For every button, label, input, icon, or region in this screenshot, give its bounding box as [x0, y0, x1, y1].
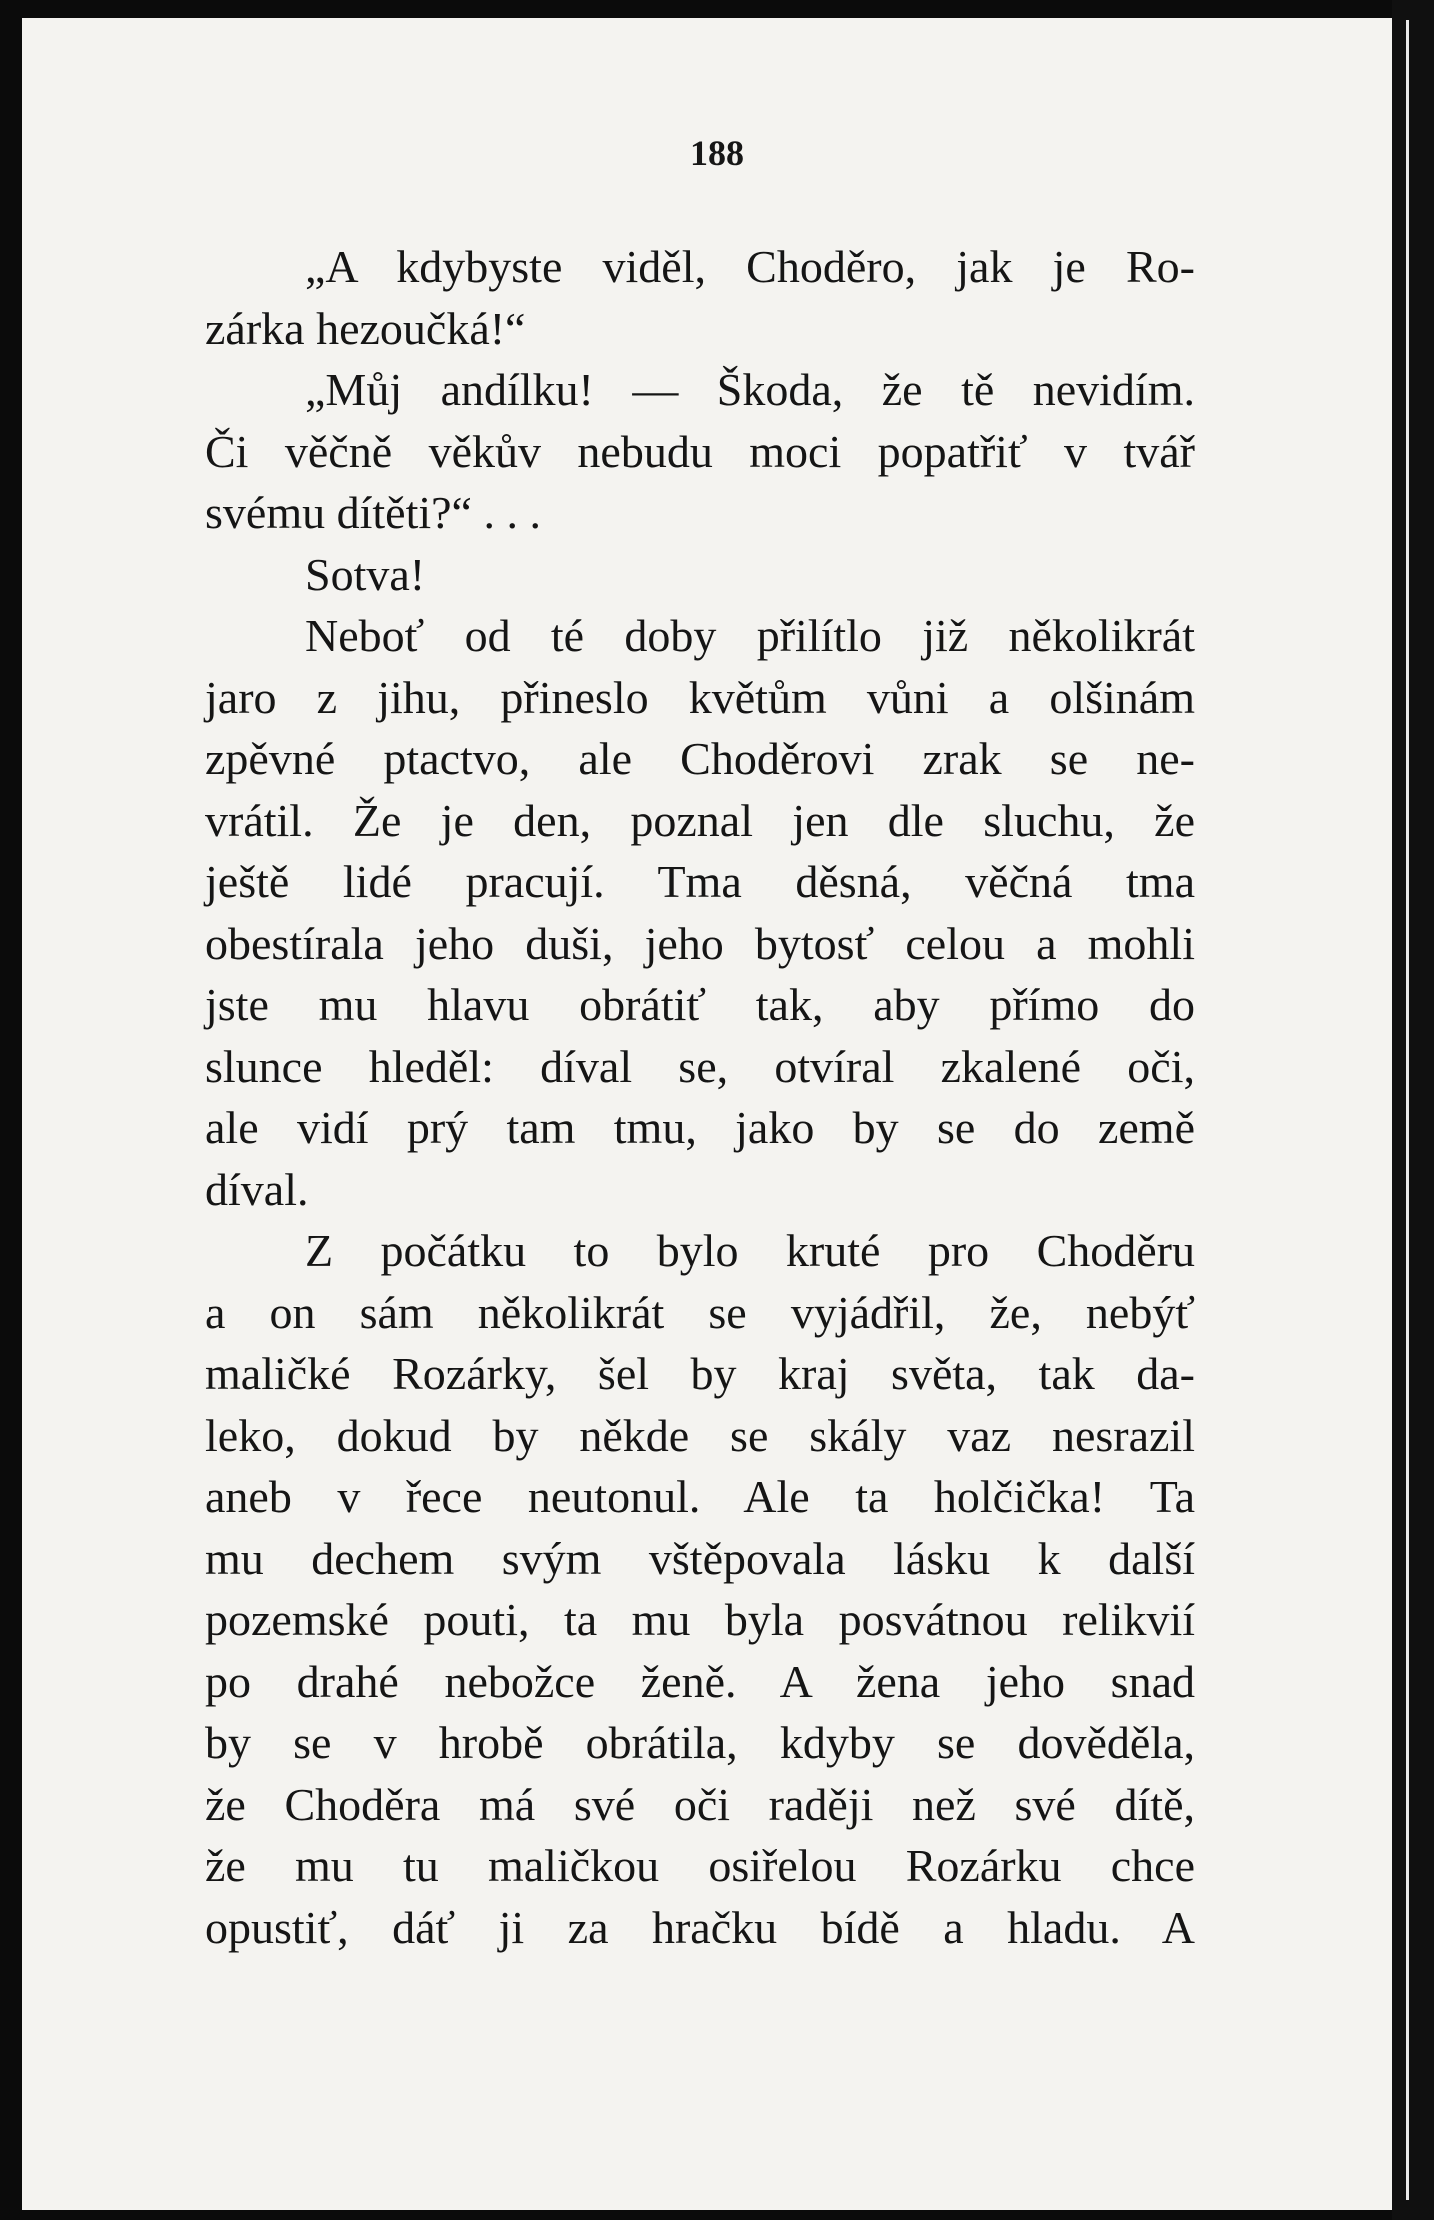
page-number: 188: [690, 133, 744, 173]
text-line: ještě lidé pracují. Tma děsná, věčná tma: [205, 856, 1195, 907]
text-line: jste mu hlavu obrátiť tak, aby přímo do: [205, 979, 1195, 1030]
text-line: že Choděra má své oči raději než své dítě,: [205, 1778, 1195, 1830]
text-line: Z počátku to bylo kruté pro Choděru: [305, 1225, 1195, 1276]
text-line: obestírala jeho duši, jeho bytosť celou a mohli: [205, 917, 1195, 969]
page-edge-line: [1406, 20, 1409, 2200]
text-line: aneb v řece neutonul. Ale ta holčička! Ta: [205, 1471, 1195, 1522]
text-line: vrátil. Že je den, poznal jen dle sluchu, že: [205, 794, 1195, 846]
text-line: maličké Rozárky, šel by kraj světa, tak da-: [205, 1348, 1195, 1399]
text-line: díval.: [205, 1163, 309, 1215]
text-line: a on sám několikrát se vyjádřil, že, nebýť: [205, 1286, 1195, 1338]
text-line: slunce hleděl: díval se, otvíral zkalené oči,: [205, 1040, 1195, 1092]
text-line: „A kdybyste viděl, Choděro, jak je Ro-: [305, 241, 1195, 292]
text-line: zpěvné ptactvo, ale Choděrovi zrak se ne-: [205, 733, 1195, 784]
text-line: Sotva!: [305, 548, 426, 600]
body-text: [205, 236, 1195, 1958]
text-line: ale vidí prý tam tmu, jako by se do země: [205, 1102, 1195, 1153]
text-line: že mu tu maličkou osiřelou Rozárku chce: [205, 1840, 1195, 1891]
scan-edge: [1392, 0, 1434, 2220]
text-line: pozemské pouti, ta mu byla posvátnou relikvií: [205, 1594, 1195, 1645]
text-line: opustiť, dáť ji za hračku bídě a hladu. A: [205, 1901, 1195, 1953]
text-line: leko, dokud by někde se skály vaz nesrazil: [205, 1409, 1195, 1461]
text-line: by se v hrobě obrátila, kdyby se dověděla,: [205, 1717, 1195, 1768]
text-line: Či věčně věkův nebudu moci popatřiť v tvář: [205, 425, 1195, 477]
text-line: po drahé nebožce ženě. A žena jeho snad: [205, 1655, 1195, 1707]
text-line: jaro z jihu, přineslo květům vůni a olšinám: [205, 671, 1195, 723]
text-line: svému dítěti?“ . . .: [205, 487, 541, 538]
text-line: „Můj andílku! — Škoda, že tě nevidím.: [305, 364, 1195, 415]
text-line: Neboť od té doby přilítlo již několikrát: [305, 610, 1195, 661]
text-line: mu dechem svým vštěpovala lásku k další: [205, 1532, 1195, 1584]
text-line: zárka hezoučká!“: [205, 302, 526, 354]
